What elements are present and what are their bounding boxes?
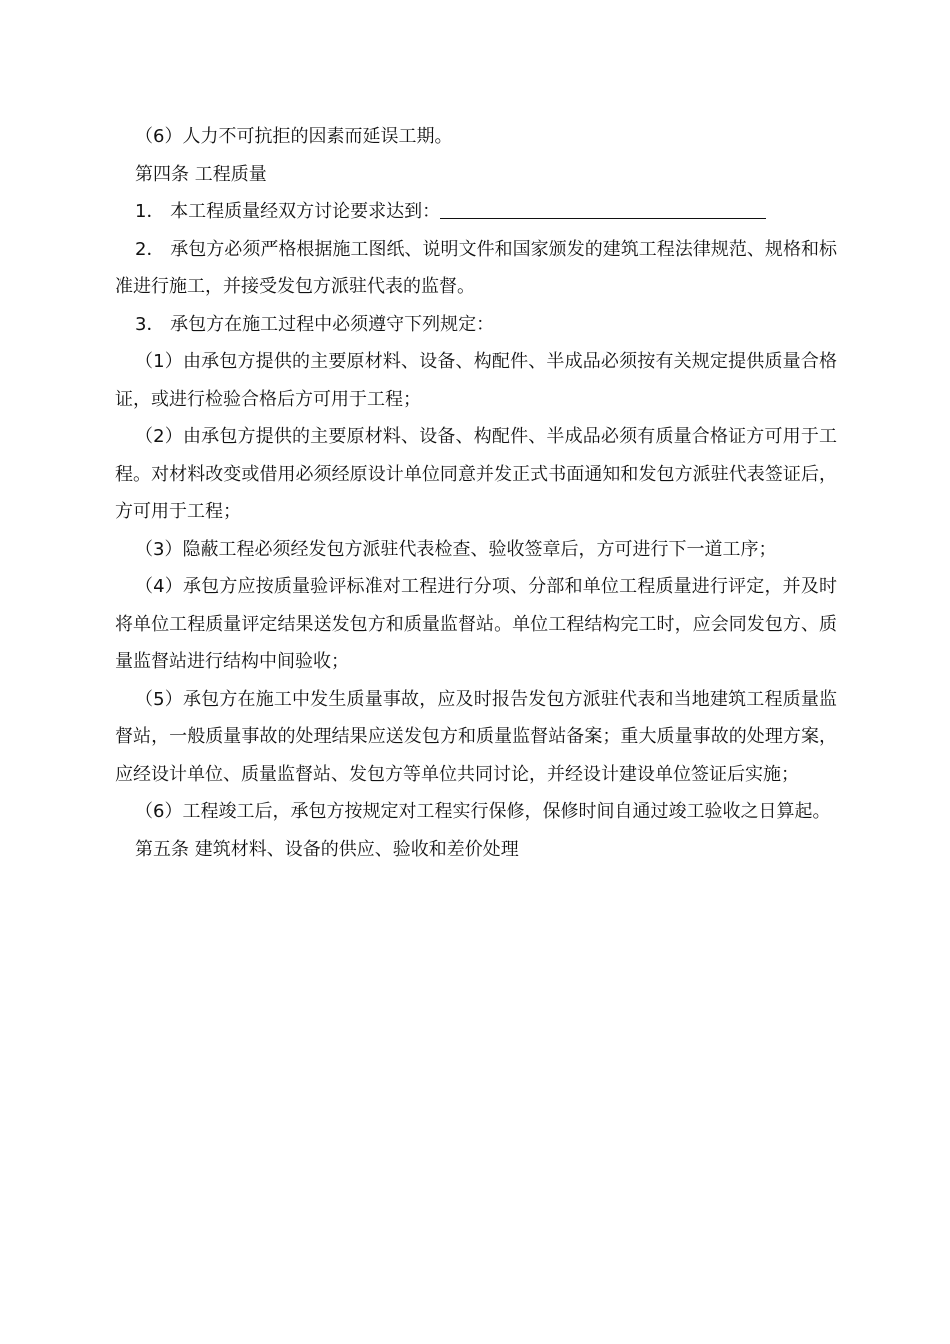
rule-4-quality-evaluation: （4）承包方应按质量验评标准对工程进行分项、分部和单位工程质量进行评定，并及时将单位工程质量评定结果送发包方和质量监督站。单位工程结构完工时，应会同发包方、质量监督站进行结构中间验收；: [115, 576, 837, 672]
rule-1-material-certificate: （1）由承包方提供的主要原材料、设备、构配件、半成品必须按有关规定提供质量合格证，或进行检验合格后方可用于工程；: [115, 351, 837, 410]
rule-6-warranty: （6）工程竣工后，承包方按规定对工程实行保修，保修时间自通过竣工验收之日算起。: [135, 801, 831, 822]
article-4-heading: 第四条 工程质量: [135, 163, 267, 185]
contractor-rules-clause: 3． 承包方在施工过程中必须遵守下列规定：: [135, 313, 495, 335]
document-body: [115, 118, 837, 868]
rule-2-material-change: （2）由承包方提供的主要原材料、设备、构配件、半成品必须有质量合格证方可用于工程。对材料改变或借用必须经原设计单位同意并发正式书面通知和发包方派驻代表签证后，方可用于工程；: [115, 426, 837, 522]
article-5-heading: 第五条 建筑材料、设备的供应、验收和差价处理: [135, 838, 519, 860]
rule-5-quality-accident: （5）承包方在施工中发生质量事故，应及时报告发包方派驻代表和当地建筑工程质量监督站，一般质量事故的处理结果应送发包方和质量监督站备案；重大质量事故的处理方案，应经设计单位、质量监督站、发包方等单位共同讨论，并经设计建设单位签证后实施；: [115, 688, 837, 785]
rule-3-concealed-works: （3）隐蔽工程必须经发包方派驻代表检查、验收签章后，方可进行下一道工序；: [135, 538, 777, 560]
construction-standard-clause: 2． 承包方必须严格根据施工图纸、说明文件和国家颁发的建筑工程法律规范、规格和标准进行施工，并接受发包方派驻代表的监督。: [115, 238, 837, 297]
quality-requirement-clause: [115, 193, 837, 231]
force-majeure-clause: （6）人力不可抗拒的因素而延误工期。: [135, 126, 453, 147]
quality-requirement-blank: [440, 198, 766, 219]
quality-requirement-text: 1． 本工程质量经双方讨论要求达到：: [135, 201, 441, 222]
